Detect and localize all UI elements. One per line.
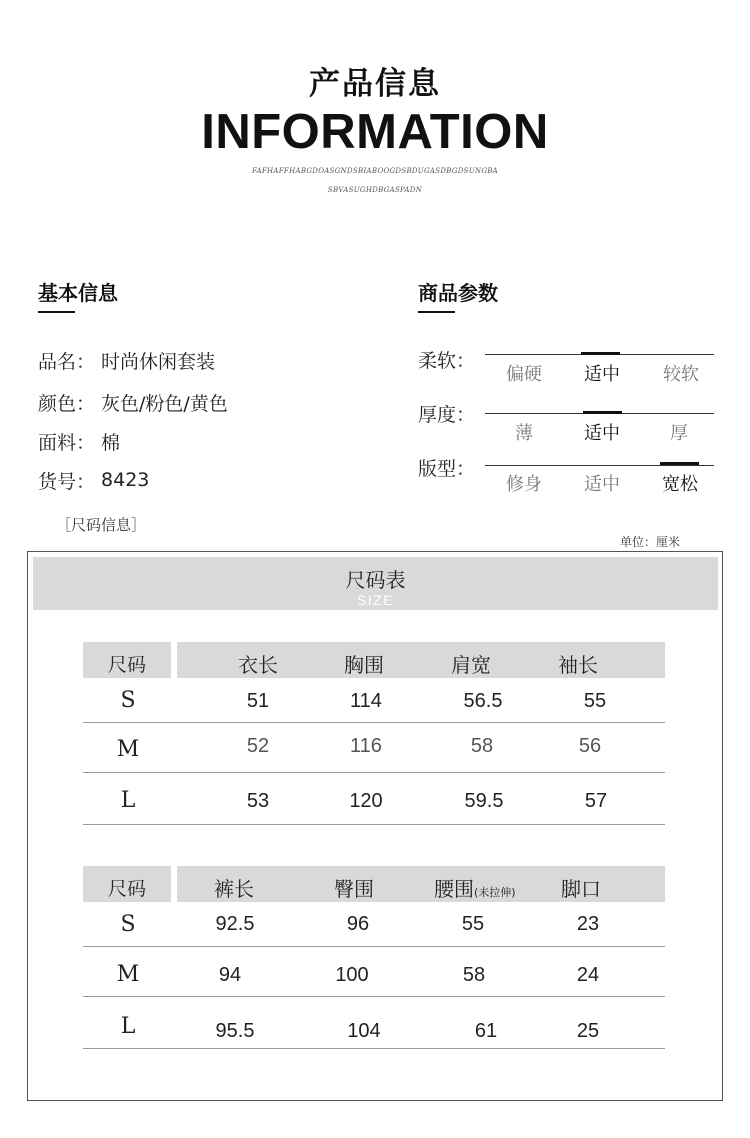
size-chart-subtitle: SIZE [356,592,395,608]
row-divider [83,722,665,723]
column-header-waist [422,873,542,902]
table-cell: 92.5 [215,913,255,935]
table-cell: 116 [350,735,382,757]
row-divider [83,1048,665,1049]
info-value: 棉 [101,431,121,454]
table-cell: 23 [576,913,600,935]
param-selected-mark [660,462,699,465]
size-column-header: 尺码 [107,654,146,676]
column-header-note: (未拉伸) [474,886,516,899]
column-header: 臀围 [334,877,374,901]
heading-underline [418,311,455,313]
table-cell: 52 [246,735,270,757]
info-label: 货号： [38,470,96,493]
table-cell: 94 [218,964,242,986]
table-cell: 57 [584,790,608,812]
size-cell: M [116,737,140,762]
param-option: 修身 [506,474,542,495]
row-divider [83,772,665,773]
param-option: 较软 [663,364,699,385]
table-cell: 53 [246,790,270,812]
table-cell: 56.5 [463,690,503,712]
decorative-tagline: SBVASUGHDBGASPADN [327,186,423,194]
param-option-selected: 适中 [584,423,620,444]
table-cell: 114 [350,690,382,712]
param-option: 厚 [670,423,688,444]
table-cell: 100 [335,964,369,986]
table-cell: 96 [346,913,370,935]
size-chart-title: 尺码表 [345,568,406,592]
size-cell: L [120,788,136,813]
table-cell: 51 [246,690,270,712]
table-cell: 120 [349,790,383,812]
table-cell: 61 [474,1020,498,1042]
info-row-color [38,389,228,415]
param-selected-mark [583,411,622,414]
table-cell: 95.5 [215,1020,255,1042]
info-label: 品名： [38,350,96,373]
info-value: 时尚休闲套装 [101,350,216,373]
param-option: 偏硬 [506,364,542,385]
param-label-softness: 柔软： [418,350,476,372]
table-cell: 59.5 [464,790,504,812]
param-selected-mark [581,352,620,355]
column-header: 袖长 [558,653,598,677]
info-label: 颜色： [38,392,96,415]
table-cell: 55 [461,913,485,935]
param-scale-line [485,465,714,466]
param-label-fit: 版型： [418,458,476,480]
column-header: 裤长 [214,877,254,901]
table-cell: 24 [576,964,600,986]
column-header: 腰围 [434,877,474,901]
heading-underline [38,311,75,313]
column-header: 胸围 [344,653,384,677]
params-heading: 商品参数 [418,281,498,305]
size-column-header: 尺码 [107,878,146,900]
param-option-selected: 适中 [584,364,620,385]
unit-label: 单位：厘米 [620,535,681,549]
info-label: 面料： [38,431,96,454]
param-label-thickness: 厚度： [418,404,476,426]
page-title-cn: 产品信息 [309,66,441,102]
info-row-fabric [38,428,120,454]
table-cell: 58 [462,964,486,986]
info-value: 8423 [101,469,150,491]
size-cell: S [120,688,136,713]
info-row-name [38,347,215,373]
size-cell: S [120,912,136,937]
param-option-selected: 宽松 [662,474,698,495]
column-header: 肩宽 [451,653,491,677]
basic-info-heading: 基本信息 [38,281,118,305]
table-cell: 55 [583,690,607,712]
page-title-en: INFORMATION [201,105,549,159]
column-header: 脚口 [561,877,601,901]
column-header: 衣长 [238,653,278,677]
row-divider [83,996,665,997]
size-info-label: ［尺码信息］ [56,516,147,534]
size-cell: M [116,962,140,987]
info-row-sku [38,467,149,493]
row-divider [83,824,665,825]
table-cell: 104 [347,1020,381,1042]
table-cell: 25 [576,1020,600,1042]
size-cell: L [120,1014,136,1039]
param-option: 薄 [515,423,533,444]
info-value: 灰色/粉色/黄色 [101,392,228,415]
table-cell: 58 [470,735,494,757]
row-divider [83,946,665,947]
decorative-tagline: FAFHAFFHABGDOASGNDSBIABOOGDSBDUGASDBGDSUNGBA [251,167,499,175]
table-cell: 56 [578,735,602,757]
param-option: 适中 [584,474,620,495]
